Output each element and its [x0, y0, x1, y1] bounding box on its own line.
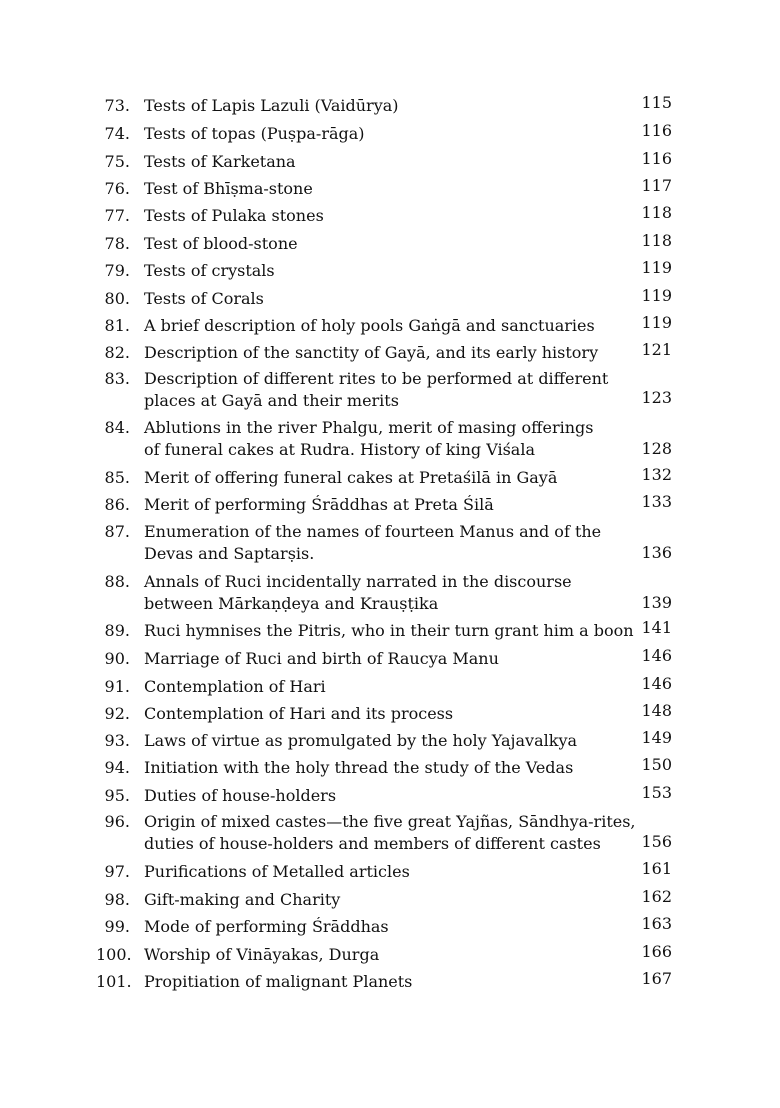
entry-number: 99.: [104, 917, 130, 936]
entry-title: [144, 944, 614, 966]
entry-title-line: Description of the sanctity of Gayā, and its early history: [144, 343, 599, 362]
entry-number: 75.: [104, 152, 130, 171]
entry-title: [144, 123, 614, 145]
entry-number: 76.: [104, 179, 130, 198]
entry-title-line: Annals of Ruci incidentally narrated in the discourse: [144, 572, 572, 591]
entry-number: 96.: [104, 812, 130, 831]
entry-title-line: between Mārkaṇḍeya and Krauṣṭika: [144, 594, 439, 613]
entry-title: [144, 730, 614, 752]
entry-title-line: Mode of performing Śrāddhas: [144, 917, 389, 936]
entry-title: [144, 315, 614, 337]
entry-page: 146: [641, 674, 672, 693]
entry-page: 150: [641, 755, 672, 774]
entry-title: [144, 785, 614, 807]
entry-page: 156: [641, 832, 672, 851]
entry-number: 82.: [104, 343, 130, 362]
entry-title-line: A brief description of holy pools Gaṅgā and sanctuaries: [144, 316, 595, 335]
entry-title-line: places at Gayā and their merits: [144, 391, 399, 410]
entry-number: 98.: [104, 890, 130, 909]
entry-title: [144, 757, 614, 779]
entry-number: 88.: [104, 572, 130, 591]
entry-page: 116: [641, 149, 672, 168]
entry-number: 77.: [104, 206, 130, 225]
entry-title-line: Enumeration of the names of fourteen Manus and of the: [144, 522, 602, 541]
entry-number: 97.: [104, 862, 130, 881]
entry-page: 117: [641, 176, 672, 195]
entry-title-line: Tests of Lapis Lazuli (Vaidūrya): [144, 96, 399, 115]
entry-page: 133: [641, 492, 672, 511]
entry-number: 79.: [104, 261, 130, 280]
entry-title: [144, 95, 614, 117]
entry-number: 90.: [104, 649, 130, 668]
entry-title-line: Merit of offering funeral cakes at Pretaśilā in Gayā: [144, 468, 558, 487]
entry-number: 85.: [104, 468, 130, 487]
entry-page: 166: [641, 942, 672, 961]
entry-title: [144, 521, 614, 565]
entry-number: 93.: [104, 731, 130, 750]
entry-page: 116: [641, 121, 672, 140]
entry-title: [144, 288, 614, 310]
entry-number: 89.: [104, 621, 130, 640]
entry-title-line: Devas and Saptarṣis.: [144, 544, 315, 563]
entry-page: 167: [641, 969, 672, 988]
entry-page: 121: [641, 340, 672, 359]
entry-number: 94.: [104, 758, 130, 777]
entry-page: 119: [641, 286, 672, 305]
entry-title-line: Ruci hymnises the Pitris, who in their turn grant him a boon: [144, 621, 634, 640]
entry-number: 83.: [104, 369, 130, 388]
entry-title: [144, 467, 614, 489]
entry-title-line: Initiation with the holy thread the study of the Vedas: [144, 758, 574, 777]
entry-title: [144, 971, 614, 993]
entry-number: 87.: [104, 522, 130, 541]
entry-page: 136: [641, 543, 672, 562]
entry-title-line: Purifications of Metalled articles: [144, 862, 410, 881]
entry-title: [144, 676, 614, 698]
entry-title: [144, 811, 636, 855]
entry-title: [144, 205, 614, 227]
entry-title-line: Tests of Pulaka stones: [144, 206, 324, 225]
entry-title: [144, 889, 614, 911]
entry-page: 139: [641, 593, 672, 612]
entry-title-line: Duties of house-holders: [144, 786, 337, 805]
entry-title: [144, 648, 614, 670]
entry-title-line: Worship of Vināyakas, Durga: [144, 945, 380, 964]
entry-number: 92.: [104, 704, 130, 723]
entry-number: 91.: [104, 677, 130, 696]
entry-title: [144, 571, 614, 615]
entry-title-line: Test of Bhīṣma-stone: [144, 179, 313, 198]
entry-title-line: Tests of crystals: [144, 261, 275, 280]
entry-title: [144, 151, 614, 173]
entry-page: 115: [641, 93, 672, 112]
entry-page: 118: [641, 203, 672, 222]
entry-title: [144, 260, 614, 282]
entry-title: [144, 417, 614, 461]
entry-title: [144, 916, 614, 938]
entry-page: 118: [641, 231, 672, 250]
entry-number: 78.: [104, 234, 130, 253]
entry-page: 153: [641, 783, 672, 802]
entry-title-line: Marriage of Ruci and birth of Raucya Manu: [144, 649, 499, 668]
entry-number: 95.: [104, 786, 130, 805]
entry-title-line: Origin of mixed castes—the five great Yajñas, Sāndhya-rites,: [144, 812, 636, 831]
entry-title: [144, 342, 614, 364]
entry-number: 81.: [104, 316, 130, 335]
entry-title-line: Tests of topas (Puṣpa-rāga): [144, 124, 365, 143]
entry-number: 80.: [104, 289, 130, 308]
entry-page: 132: [641, 465, 672, 484]
entry-title-line: Tests of Karketana: [144, 152, 296, 171]
entry-title: [144, 368, 614, 412]
entry-number: 86.: [104, 495, 130, 514]
entry-title-line: Tests of Corals: [144, 289, 264, 308]
entry-title: [144, 861, 614, 883]
entry-title-line: Contemplation of Hari and its process: [144, 704, 454, 723]
entry-page: 119: [641, 258, 672, 277]
entry-title-line: of funeral cakes at Rudra. History of king Viśala: [144, 440, 535, 459]
entry-title: [144, 620, 634, 642]
entry-title-line: Merit of performing Śrāddhas at Preta Śilā: [144, 495, 494, 514]
entry-page: 146: [641, 646, 672, 665]
entry-page: 148: [641, 701, 672, 720]
entry-page: 163: [641, 914, 672, 933]
entry-title-line: Gift-making and Charity: [144, 890, 341, 909]
entry-page: 149: [641, 728, 672, 747]
entry-title-line: Contemplation of Hari: [144, 677, 326, 696]
entry-title-line: Test of blood-stone: [144, 234, 298, 253]
entry-title: [144, 703, 614, 725]
entry-title: [144, 494, 614, 516]
entry-page: 123: [641, 388, 672, 407]
entry-page: 161: [641, 859, 672, 878]
entry-title-line: Ablutions in the river Phalgu, merit of masing offerings: [144, 418, 594, 437]
entry-page: 128: [641, 439, 672, 458]
entry-title-line: Propitiation of malignant Planets: [144, 972, 413, 991]
entry-number: 74.: [104, 124, 130, 143]
entry-title-line: Description of different rites to be performed at different: [144, 369, 609, 388]
entry-number: 84.: [104, 418, 130, 437]
entry-title-line: duties of house-holders and members of different castes: [144, 834, 601, 853]
entry-number: 73.: [104, 96, 130, 115]
entry-title: [144, 233, 614, 255]
entry-title: [144, 178, 614, 200]
entry-page: 119: [641, 313, 672, 332]
entry-number: 100.: [96, 945, 132, 964]
entry-title-line: Laws of virtue as promulgated by the holy Yajavalkya: [144, 731, 578, 750]
entry-page: 141: [641, 618, 672, 637]
entry-number: 101.: [96, 972, 132, 991]
entry-page: 162: [641, 887, 672, 906]
